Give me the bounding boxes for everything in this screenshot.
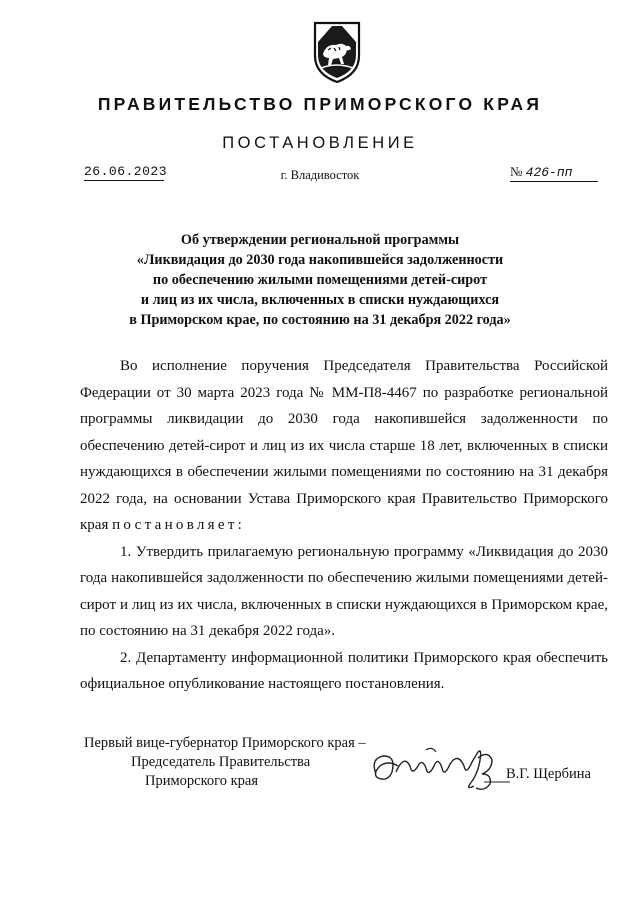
- preamble-text: Во исполнение поручения Председателя Правительства Российской Федерации от 30 марта 2023 года № ММ-П8-4467 по разработке региональной программы ликвидации до 2030 года накопившейся задолженности по обеспечению детей-сирот и лиц из их числа старше 18 лет, включенных в списки нуждающихся в обеспечении жилыми помещениями по состоянию на 31 декабря 2022 года, на основании Устава Приморского края Правительство Приморского края: [80, 358, 608, 533]
- heading-line: Об утверждении региональной программы: [180, 232, 460, 248]
- item-2-paragraph: 2. Департаменту информационной политики Приморского края обеспечить официальное опубликование настоящего постановления.: [80, 649, 608, 692]
- position-line: Приморского края: [145, 773, 259, 789]
- position-line: Первый вице-губернатор Приморского края –: [84, 735, 366, 751]
- government-title: ПРАВИТЕЛЬСТВО ПРИМОРСКОГО КРАЯ: [97, 94, 543, 114]
- signer-name: В.Г. Щербина: [506, 766, 591, 782]
- heading-line: в Приморском крае, по состоянию на 31 декабря 2022 года»: [129, 312, 511, 328]
- document-date: 26.06.2023: [84, 164, 168, 179]
- preamble-paragraph: [80, 353, 608, 539]
- document-body: [80, 353, 608, 698]
- position-line: Председатель Правительства: [131, 754, 311, 770]
- coat-of-arms-emblem: [312, 20, 362, 84]
- document-heading: [80, 230, 560, 330]
- signatory-position: [84, 734, 366, 791]
- document-type: ПОСТАНОВЛЕНИЕ: [222, 134, 418, 152]
- document-number: [510, 164, 598, 182]
- number-prefix: №: [510, 164, 523, 179]
- heading-line: по обеспечению жилыми помещениями детей-сирот: [152, 272, 488, 288]
- handwritten-signature: [366, 744, 514, 796]
- resolves-word: постановляет:: [112, 517, 246, 533]
- number-value: 426-пп: [525, 165, 573, 180]
- heading-line: «Ликвидация до 2030 года накопившейся задолженности: [136, 252, 504, 268]
- document-city: г. Владивосток: [280, 168, 360, 182]
- item-1-paragraph: 1. Утвердить прилагаемую региональную программу «Ликвидация до 2030 года накопившейся задолженности по обеспечению жилыми помещениями детей-сирот и лиц из их числа, включенных в списки нуждающихся в Приморском крае, по состоянию на 31 декабря 2022 года».: [80, 543, 608, 639]
- heading-line: и лиц из их числа, включенных в списки нуждающихся: [140, 292, 500, 308]
